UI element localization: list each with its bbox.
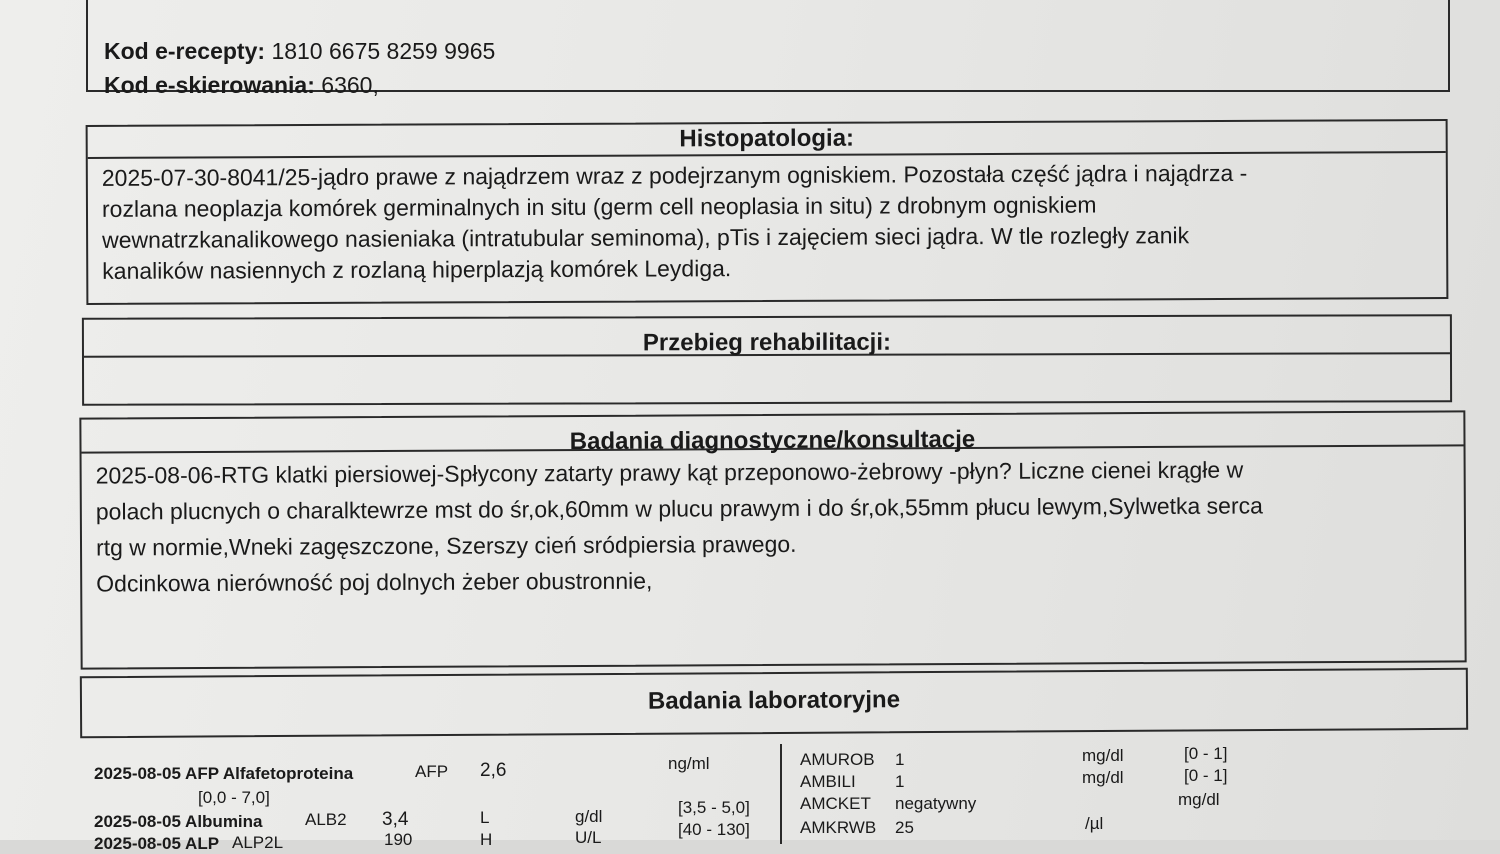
eskierowanie-value: 6360,: [321, 72, 379, 98]
lab-left-flag: L: [480, 808, 490, 827]
laboratoryjne-section: [80, 668, 1468, 738]
histo-line: kanalików nasiennych z rozlaną hiperplazją komórek Leydiga.: [102, 255, 732, 284]
diagnostyczne-text: [82, 446, 1465, 605]
lab-right-code: AMCKET: [800, 794, 871, 813]
histo-line: wewnatrzkanalikowego nasieniaka (intratubular seminoma), pTis i zajęciem sieci jądra. W tle rozległy zanik: [102, 222, 1190, 253]
lab-right-code: AMUROB: [800, 750, 875, 769]
lab-right-unit: mg/dl: [1178, 790, 1220, 809]
erecepta-value: 1810 6675 8259 9965: [271, 38, 496, 64]
codes-section: [86, 0, 1450, 98]
lab-right-value: 1: [895, 750, 905, 769]
lab-right-unit: /µl: [1085, 814, 1104, 833]
laboratoryjne-title: Badania laboratoryjne: [647, 686, 901, 715]
lab-right-code: AMKRWB: [800, 818, 877, 837]
diag-line: Odcinkowa nierówność poj dolnych żeber obustronnie,: [96, 567, 653, 597]
diag-line: 2025-08-06-RTG klatki piersiowej-Spłycony zatarty prawy kąt przeponowo-żebrowy -płyn? Liczne cienei krągłe w: [95, 456, 1244, 489]
diag-line: rtg w normie,Wneki zagęszczone, Szerszy cień sródpiersia prawego.: [95, 530, 797, 561]
lab-left-unit: U/L: [575, 828, 602, 847]
lab-right-value: 25: [895, 818, 914, 837]
lab-left-code: AFP: [415, 762, 449, 781]
diag-line: polach plucnych o charalktewrze mst do śr,ok,60mm w plucu prawym i do śr,ok,55mm płucu lewym,Sylwetka serca: [95, 492, 1263, 525]
lab-right-unit: mg/dl: [1082, 768, 1124, 787]
rehabilitacja-section: [82, 314, 1452, 406]
lab-left-range: [3,5 - 5,0]: [678, 798, 750, 817]
lab-left-value: 190: [384, 830, 413, 849]
lab-left-code: ALB2: [305, 810, 347, 829]
lab-results-table: [0, 740, 1500, 853]
lab-right-range: [0 - 1]: [1184, 766, 1228, 785]
lab-left-value: 2,6: [480, 760, 507, 781]
lab-left-unit: g/dl: [575, 807, 603, 826]
lab-right-range: [0 - 1]: [1184, 744, 1228, 763]
lab-left-range: [40 - 130]: [678, 820, 750, 839]
lab-left-range: [0,0 - 7,0]: [198, 788, 270, 807]
histopatologia-title: Histopatologia:: [88, 121, 1446, 159]
rehabilitacja-title: Przebieg rehabilitacji:: [84, 316, 1450, 358]
lab-left-value: 3,4: [382, 809, 409, 830]
eskierowanie-line: [104, 72, 379, 99]
lab-right-value: 1: [895, 772, 905, 791]
lab-left-name: 2025-08-05 ALP: [94, 834, 220, 853]
lab-right-code: AMBILI: [800, 772, 856, 791]
erecepta-label: Kod e-recepty:: [104, 38, 266, 64]
histopatologia-section: [86, 119, 1449, 305]
histo-line: rozlana neoplazja komórek germinalnych in situ (germ cell neoplasia in situ) z drobnym ogniskiem: [101, 191, 1097, 222]
lab-left-name: 2025-08-05 Albumina: [94, 812, 263, 831]
lab-right-value: negatywny: [895, 794, 977, 813]
eskierowanie-label: Kod e-skierowania:: [104, 72, 315, 98]
lab-right-unit: mg/dl: [1082, 746, 1124, 765]
lab-left-code: ALP2L: [232, 833, 284, 852]
rehabilitacja-empty-row: [84, 354, 1450, 388]
lab-left-name: 2025-08-05 AFP Alfafetoproteina: [94, 764, 354, 783]
diagnostyczne-title: Badania diagnostyczne/konsultacje: [81, 412, 1463, 453]
lab-left-unit: ng/ml: [668, 754, 710, 773]
histopatologia-text: [88, 153, 1447, 291]
histo-line: 2025-07-30-8041/25-jądro prawe z najądrzem wraz z podejrzanym ogniskiem. Pozostała część jądra i najądrza -: [101, 159, 1248, 191]
diagnostyczne-section: [79, 410, 1466, 669]
lab-left-flag: H: [480, 830, 493, 849]
erecepta-line: [104, 38, 495, 65]
